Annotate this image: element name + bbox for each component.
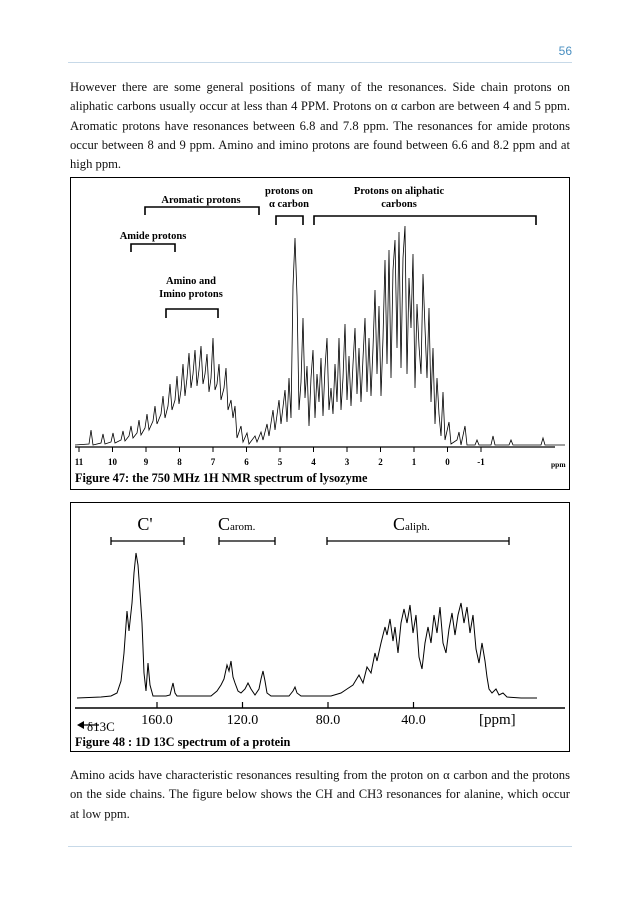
c13-direction-label: δ13C [87,719,115,734]
header-rule [68,62,572,63]
h1-axis-tick-label: 5 [277,457,283,467]
amino-label-line1: Amino and [166,276,216,287]
h1-axis-tick-label: 3 [344,457,350,467]
h1-axis-tick-label: -1 [477,457,485,467]
h1-axis-ticks [75,447,486,467]
aromatic-carbon-label: Carom. [218,514,256,534]
c13-axis-tick-label: 40.0 [401,713,426,728]
c13-axis-tick-label: 120.0 [226,713,259,728]
figure-47 [70,177,570,490]
aromatic-bracket [145,207,259,215]
figure-48-svg [71,503,569,751]
h1-axis-tick-label: 6 [244,457,249,467]
amino-label-line2: Imino protons [159,289,223,300]
h1-axis-tick-label: 7 [210,457,216,467]
h1-axis-tick-label: 4 [311,457,316,467]
h1-axis-tick-label: 1 [411,457,417,467]
intro-paragraph: However there are some general positions of many of the resonances. Side chain protons on aliphatic carbons usually occur at less than 4 PPM. Protons on α carbon are between 4 and 5 ppm. Aromatic protons have resonances between 6.8 and 7.8 ppm. The resonances for amide protons occur between 8 and 9 ppm. Amino and imino protons are found between 6.6 and 8.2 ppm and at high ppm. [70,80,570,172]
closing-paragraph: Amino acids have characteristic resonances resulting from the proton on α carbon and the protons on the side chains. The figure below shows the CH and CH3 resonances for alanine, which occur at low ppm. [70,768,570,821]
h1-axis-tick-label: 11 [74,457,84,467]
figure-48-caption: Figure 48 : 1D 13C spectrum of a protein [75,735,291,749]
alpha-label-line2: α carbon [269,199,309,210]
c13-axis-unit: [ppm] [479,712,516,728]
amide-label: Amide protons [119,231,187,242]
h1-axis-unit: ppm [551,460,566,469]
h1-spectrum-trace [75,226,565,445]
h1-axis-tick-label: 0 [445,457,450,467]
amide-bracket [131,244,175,252]
carbonyl-label: C' [137,514,153,534]
figure-48 [70,502,570,752]
h1-axis-tick-label: 2 [378,457,383,467]
amino-bracket [166,309,218,318]
c13-spectrum-trace [77,553,537,698]
aliphatic-label-line2: carbons [381,199,417,210]
figure-47-svg [71,178,569,489]
h1-axis-tick-label: 10 [108,457,117,467]
c13-axis-ticks [141,702,426,728]
alpha-label-line1: protons on [265,186,313,197]
c13-axis-tick-label: 80.0 [315,713,341,728]
alpha-bracket [276,216,303,225]
footer-rule [68,846,572,847]
h1-axis-tick-label: 9 [143,457,149,467]
aliphatic-bracket [314,216,536,225]
page-number: 56 [558,44,572,58]
aliphatic-label-line1: Protons on aliphatic [353,186,445,197]
figure-47-caption: Figure 47: the 750 MHz 1H NMR spectrum of lysozyme [75,471,368,485]
h1-axis-tick-label: 8 [177,457,182,467]
c13-axis-tick-label: 160.0 [141,713,173,728]
aromatic-label: Aromatic protons [161,195,241,206]
aliphatic-carbon-label: Caliph. [393,514,430,534]
